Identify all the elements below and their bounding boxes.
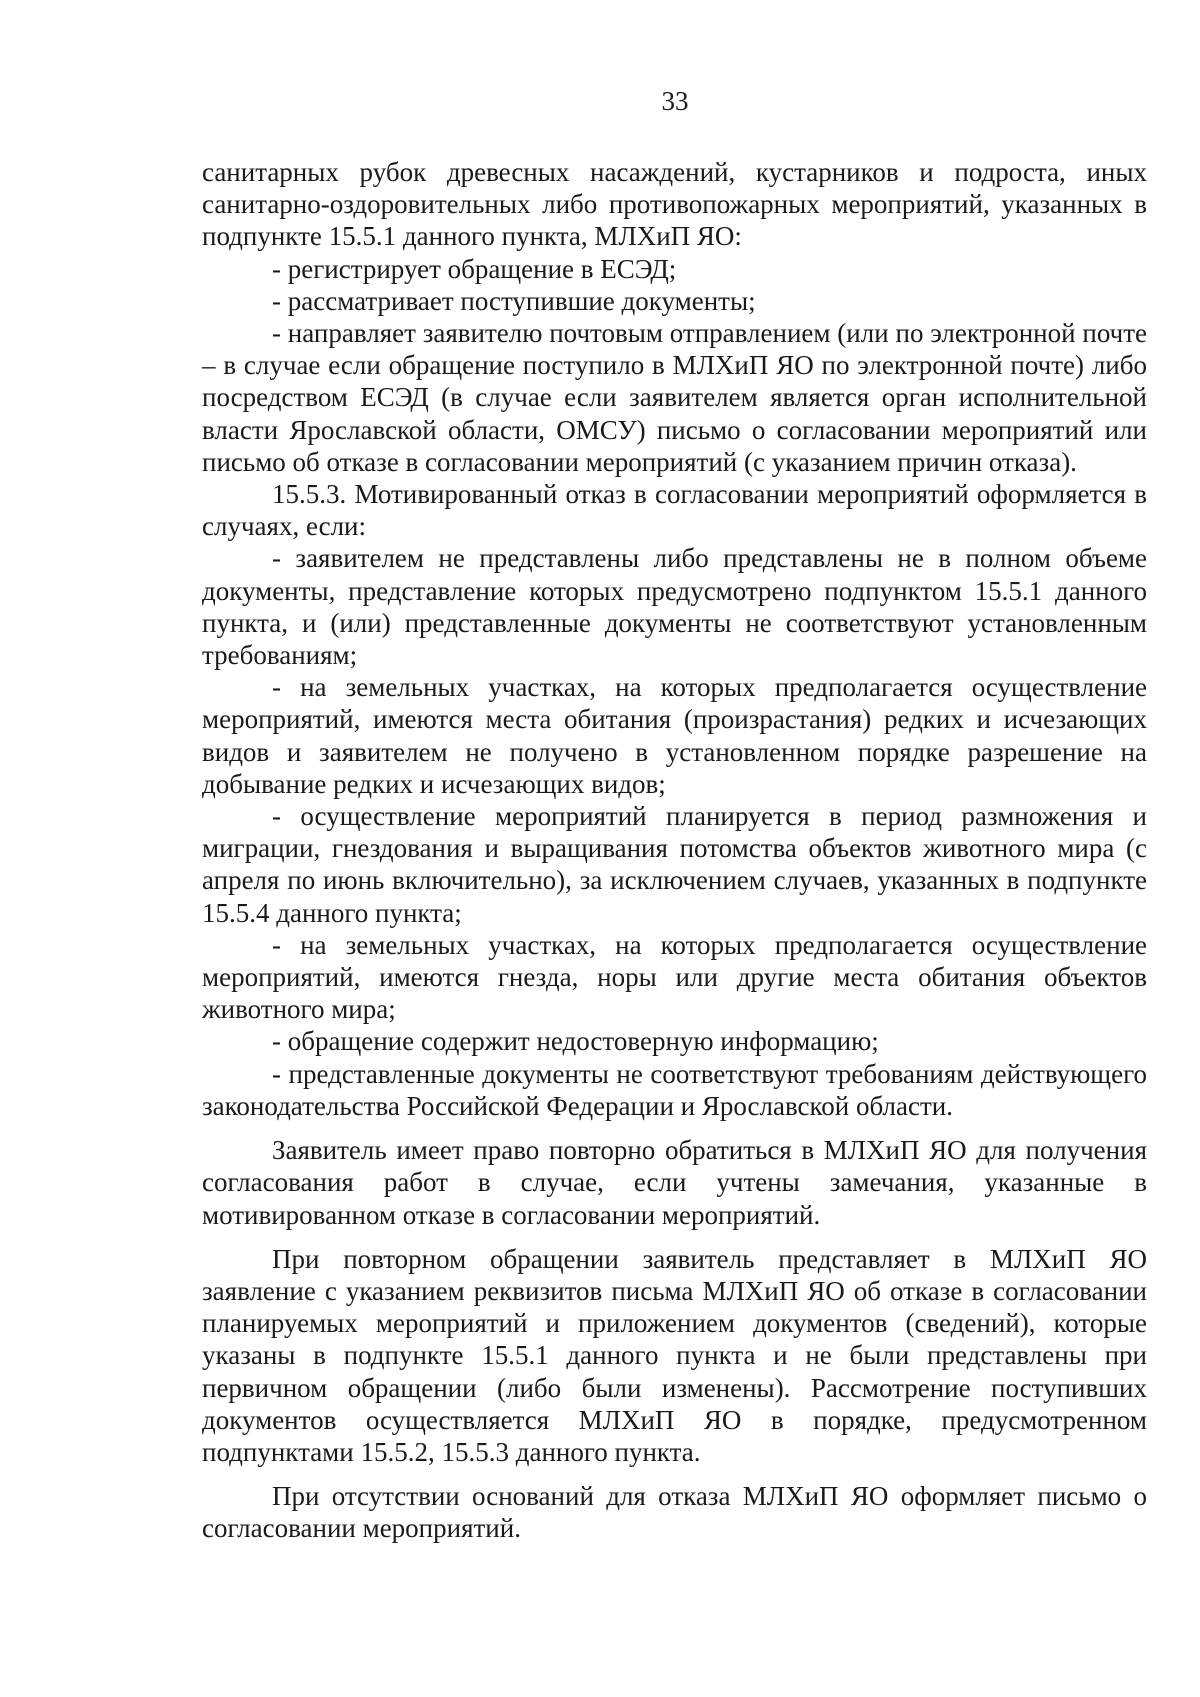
paragraph-approval-letter: При отсутствии оснований для отказа МЛХиП ЯО оформляет письмо о согласовании мероприятий. [202, 1481, 1147, 1544]
paragraph-reapply-right: Заявитель имеет право повторно обратиться в МЛХиП ЯО для получения согласования работ в случае, если учтены замечания, указанные в мотивированном отказе в согласовании мероприятий. [202, 1135, 1147, 1230]
paragraph-reapply-procedure: При повторном обращении заявитель представляет в МЛХиП ЯО заявление с указанием реквизитов письма МЛХиП ЯО об отказе в согласовании планируемых мероприятий и приложением документов (сведений), которые указаны в подпункте 15.5.1 данного пункта и не были представлены при первичном обращении (либо были изменены). Рассмотрение поступивших документов осуществляется МЛХиП ЯО в порядке, предусмотренном подпунктами 15.5.2, 15.5.3 данного пункта. [202, 1243, 1147, 1467]
list-item-send-letter: - направляет заявителю почтовым отправлением (или по электронной почте – в случае если обращение поступило в МЛХиП ЯО по электронной почте) либо посредством ЕСЭД (в случае если заявителем является орган исполнительной власти Ярославской области, ОМСУ) письмо о согласовании мероприятий или письмо об отказе в согласовании мероприятий (с указанием причин отказа). [202, 318, 1147, 477]
list-item-breeding-period: - осуществление мероприятий планируется в период размножения и миграции, гнездования и выращивания потомства объектов животного мира (с апреля по июнь включительно), за исключением случаев, указанных в подпункте 15.5.4 данного пункта; [202, 801, 1147, 928]
list-item-documents-missing: - заявителем не представлены либо представлены не в полном объеме документы, представление которых предусмотрено подпунктом 15.5.1 данного пункта, и (или) представленные документы не соответствуют установленным требованиям; [202, 543, 1147, 671]
list-item-register: - регистрирует обращение в ЕСЭД; [272, 253, 677, 284]
list-item-rare-species: - на земельных участках, на которых предполагается осуществление мероприятий, имеются места обитания (произрастания) редких и исчезающих видов и заявителем не получено в установленном порядке разрешение на добывание редких и исчезающих видов; [202, 672, 1147, 799]
document-body [202, 156, 1147, 1545]
list-item-review: - рассматривает поступившие документы; [272, 285, 756, 316]
list-item-false-info: - обращение содержит недостоверную информацию; [272, 1026, 879, 1057]
list-item-nests-burrows: - на земельных участках, на которых предполагается осуществление мероприятий, имеются гнезда, норы или другие места обитания объектов животного мира; [202, 929, 1147, 1025]
clause-15-5-3: 15.5.3. Мотивированный отказ в согласовании мероприятий оформляется в случаях, если: [202, 479, 1147, 542]
page-number: 33 [661, 86, 689, 116]
paragraph-continuation: санитарных рубок древесных насаждений, кустарников и подроста, иных санитарно-оздоровительных либо противопожарных мероприятий, указанных в подпункте 15.5.1 данного пункта, МЛХиП ЯО: [202, 157, 1147, 252]
list-item-non-compliance: - представленные документы не соответствуют требованиям действующего законодательства Российской Федерации и Ярославской области. [202, 1058, 1147, 1121]
